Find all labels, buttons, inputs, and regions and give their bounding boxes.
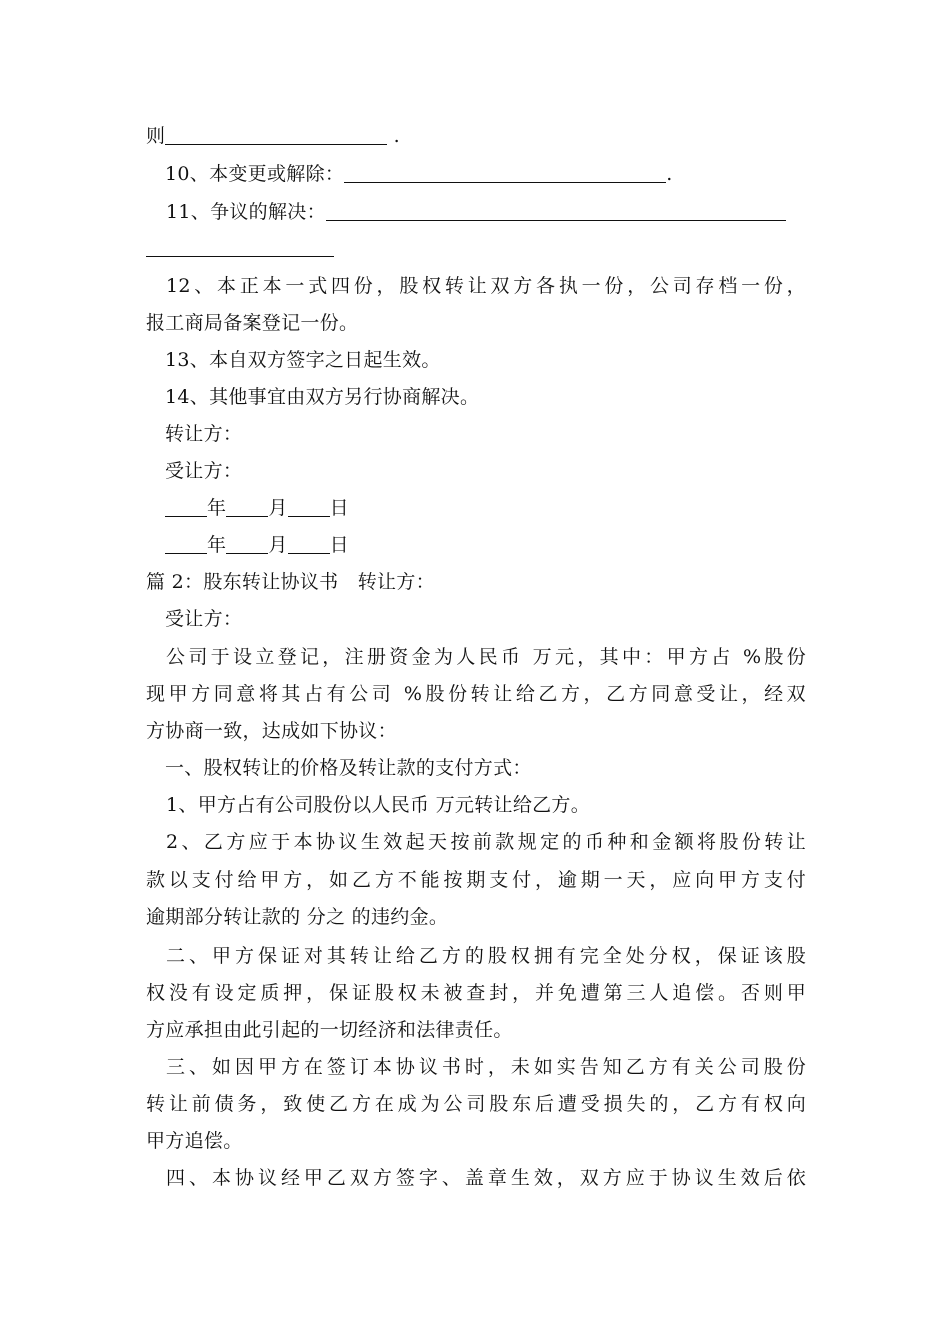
line-art2-1: 二、甲方保证对其转让给乙方的股权拥有完全处分权，保证该股 bbox=[166, 945, 806, 967]
line-p1-2: 现甲方同意将其占有公司 %股份转让给乙方，乙方同意受让，经双 bbox=[146, 683, 806, 705]
fill-blank bbox=[288, 497, 330, 517]
text: . bbox=[666, 163, 673, 185]
line-clause11 bbox=[166, 200, 786, 224]
fill-blank bbox=[344, 163, 666, 183]
line-transferor: 转让方： bbox=[165, 423, 243, 445]
text: 年 bbox=[207, 534, 227, 556]
fill-blank bbox=[326, 201, 786, 221]
fill-blank bbox=[226, 534, 268, 554]
line-art1-item2-1: 2、乙方应于本协议生效起天按前款规定的币种和金额将股份转让 bbox=[166, 831, 806, 853]
line-art4-1: 四、本协议经甲乙双方签字、盖章生效，双方应于协议生效后依 bbox=[166, 1167, 806, 1189]
text: 年 bbox=[207, 497, 227, 519]
text: 10、本变更或解除： bbox=[165, 163, 345, 185]
fill-blank bbox=[165, 125, 387, 145]
line-section2-transferee: 受让方： bbox=[165, 608, 243, 630]
line-art3-1: 三、如因甲方在签订本协议书时，未如实告知乙方有关公司股份 bbox=[166, 1056, 806, 1078]
text: 日 bbox=[329, 534, 349, 556]
line-p1-1: 公司于设立登记，注册资金为人民币 万元，其中：甲方占 %股份 bbox=[166, 646, 806, 668]
line-clause10 bbox=[165, 162, 673, 186]
line-clause13: 13、本自双方签字之日起生效。 bbox=[165, 349, 441, 371]
line-date-2 bbox=[165, 533, 349, 557]
line-clause12-cont: 报工商局备案登记一份。 bbox=[146, 312, 359, 334]
text: 月 bbox=[268, 497, 288, 519]
text: 月 bbox=[268, 534, 288, 556]
line-transferee: 受让方： bbox=[165, 460, 243, 482]
line-art1-item2-2: 款以支付给甲方，如乙方不能按期支付，逾期一天，应向甲方支付 bbox=[146, 869, 806, 891]
line-art2-3: 方应承担由此引起的一切经济和法律责任。 bbox=[146, 1019, 513, 1041]
fill-blank bbox=[226, 497, 268, 517]
line-art3-2: 转让前债务，致使乙方在成为公司股东后遭受损失的，乙方有权向 bbox=[146, 1093, 806, 1115]
line-art1-title: 一、股权转让的价格及转让款的支付方式： bbox=[165, 757, 532, 779]
line-clause14: 14、其他事宜由双方另行协商解决。 bbox=[165, 386, 480, 408]
line-art2-2: 权没有设定质押，保证股权未被查封，并免遭第三人追偿。否则甲 bbox=[146, 982, 806, 1004]
text: 11、争议的解决： bbox=[166, 201, 326, 223]
line-date-1 bbox=[165, 496, 349, 520]
line-clause11-cont bbox=[146, 236, 334, 260]
line-clause9-end bbox=[146, 124, 400, 148]
fill-blank bbox=[165, 497, 207, 517]
fill-blank bbox=[288, 534, 330, 554]
fill-blank bbox=[165, 534, 207, 554]
line-art3-3: 甲方追偿。 bbox=[146, 1130, 243, 1152]
line-art1-item1: 1、甲方占有公司股份以人民币 万元转让给乙方。 bbox=[166, 794, 591, 816]
text: 则 bbox=[146, 125, 166, 147]
text: . bbox=[393, 125, 400, 147]
fill-blank bbox=[146, 237, 334, 257]
line-clause12: 12、本正本一式四份，股权转让双方各执一份，公司存档一份， bbox=[166, 275, 806, 297]
line-p1-3: 方协商一致，达成如下协议： bbox=[146, 720, 397, 742]
text: 日 bbox=[329, 497, 349, 519]
line-art1-item2-3: 逾期部分转让款的 分之 的违约金。 bbox=[146, 906, 449, 928]
line-section-2-title: 篇 2：股东转让协议书 转让方： bbox=[146, 571, 435, 593]
